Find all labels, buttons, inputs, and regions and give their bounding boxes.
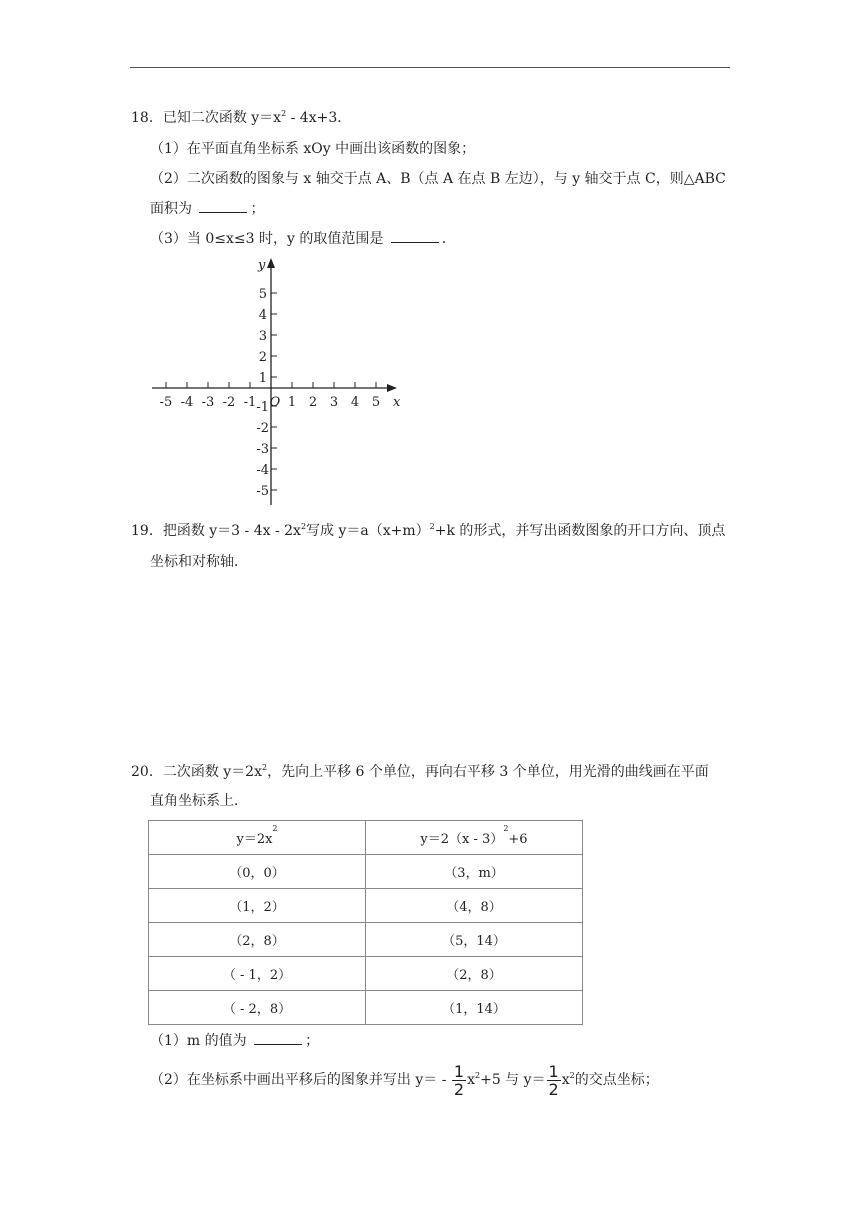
table-header-cell: $y=2x^2$ — [149, 821, 366, 855]
x-tick-label: -3 — [201, 395, 215, 410]
x-tick-label: 2 — [308, 395, 318, 410]
table-row — [149, 957, 583, 991]
y-tick-label: 4 — [258, 308, 267, 323]
y-tick-label: 1 — [258, 371, 267, 386]
x-tick-label: -5 — [159, 395, 173, 410]
table-cell: （4，8） — [366, 889, 583, 923]
table-cell: （0，0） — [149, 855, 366, 889]
table-row — [149, 889, 583, 923]
table-cell: （2，8） — [149, 923, 366, 957]
table-cell: （1，14） — [366, 991, 583, 1025]
answer-blank-m[interactable] — [254, 1032, 302, 1045]
x-tick-label: -4 — [180, 395, 194, 410]
x-axis-label: x — [393, 395, 401, 410]
x-tick-label: -1 — [243, 395, 257, 410]
origin-label: O — [269, 395, 281, 410]
x-tick-label: -2 — [222, 395, 236, 410]
fraction-one-half: $\frac{1}{2}$ — [453, 1061, 465, 1099]
table-row — [149, 855, 583, 889]
q20-part2: （2）在坐标系中画出平移后的图象并写出 y＝ - $\frac{1}{2}$ $x^2+5$ 与 y＝ $\frac{1}{2}$ $x^2$的交点坐标； — [150, 1061, 659, 1099]
q18-stem: 18．已知二次函数 $y=x^2 - 4x+3$． — [131, 109, 352, 126]
table-header-row — [149, 821, 583, 855]
table-cell: （ - 1，2） — [149, 957, 366, 991]
header-rule — [130, 67, 730, 68]
q18-part1: （1）在平面直角坐标系 xOy 中画出该函数的图象； — [150, 141, 476, 157]
y-tick-label: 2 — [258, 350, 267, 365]
translation-table — [148, 820, 583, 1025]
q18-part2-line2: 面积为 ； — [150, 201, 265, 217]
q20-stem-line2: 直角坐标系上． — [150, 793, 248, 809]
table-header-cell: y＝2（x - 3）$^2$+6 — [366, 821, 583, 855]
y-tick-label: -4 — [256, 463, 269, 478]
y-tick-label: -1 — [256, 400, 269, 415]
y-axis-arrow-icon — [267, 258, 275, 268]
answer-blank-range[interactable] — [391, 230, 439, 243]
q20-part1: （1）m 的值为 ； — [150, 1033, 320, 1049]
table-row — [149, 991, 583, 1025]
x-tick-label: 1 — [287, 395, 297, 410]
table-cell: （2，8） — [366, 957, 583, 991]
q18-part2-line1: （2）二次函数的图象与 x 轴交于点 A、B（点 A 在点 B 左边），与 y 轴交于点 C，则△ABC — [150, 171, 726, 187]
y-tick-label: 3 — [258, 329, 267, 344]
q18-part3: （3）当 0≤x≤3 时，y 的取值范围是 ． — [150, 231, 456, 247]
table-cell: （3，m） — [366, 855, 583, 889]
coordinate-axes — [140, 250, 420, 510]
table-cell: （5，14） — [366, 923, 583, 957]
y-tick-label: 5 — [258, 287, 267, 302]
q19-stem-line2: 坐标和对称轴． — [150, 554, 248, 570]
x-tick-label: 5 — [371, 395, 381, 410]
fraction-one-half: $\frac{1}{2}$ — [548, 1061, 559, 1099]
y-tick-label: -2 — [256, 421, 269, 436]
y-axis-label: y — [258, 258, 266, 273]
q20-stem-line1: 20．二次函数 $y=2x^2$，先向上平移 6 个单位，再向右平移 3 个单位，用光滑的曲线画在平面 — [131, 763, 709, 780]
answer-blank-area[interactable] — [199, 200, 247, 213]
table-row — [149, 923, 583, 957]
x-axis-arrow-icon — [387, 384, 397, 392]
table-cell: （ - 2，8） — [149, 991, 366, 1025]
x-tick-label: 4 — [350, 395, 360, 410]
q19-stem-line1: 19．把函数 $y=3 - 4x - 2x^2$写成 $y=a(x+m)^2+k$ 的形式，并写出函数图象的开口方向、顶点 — [131, 522, 726, 539]
x-tick-label: 3 — [329, 395, 339, 410]
table-cell: （1，2） — [149, 889, 366, 923]
y-tick-label: -3 — [256, 442, 269, 457]
y-tick-label: -5 — [256, 484, 269, 499]
